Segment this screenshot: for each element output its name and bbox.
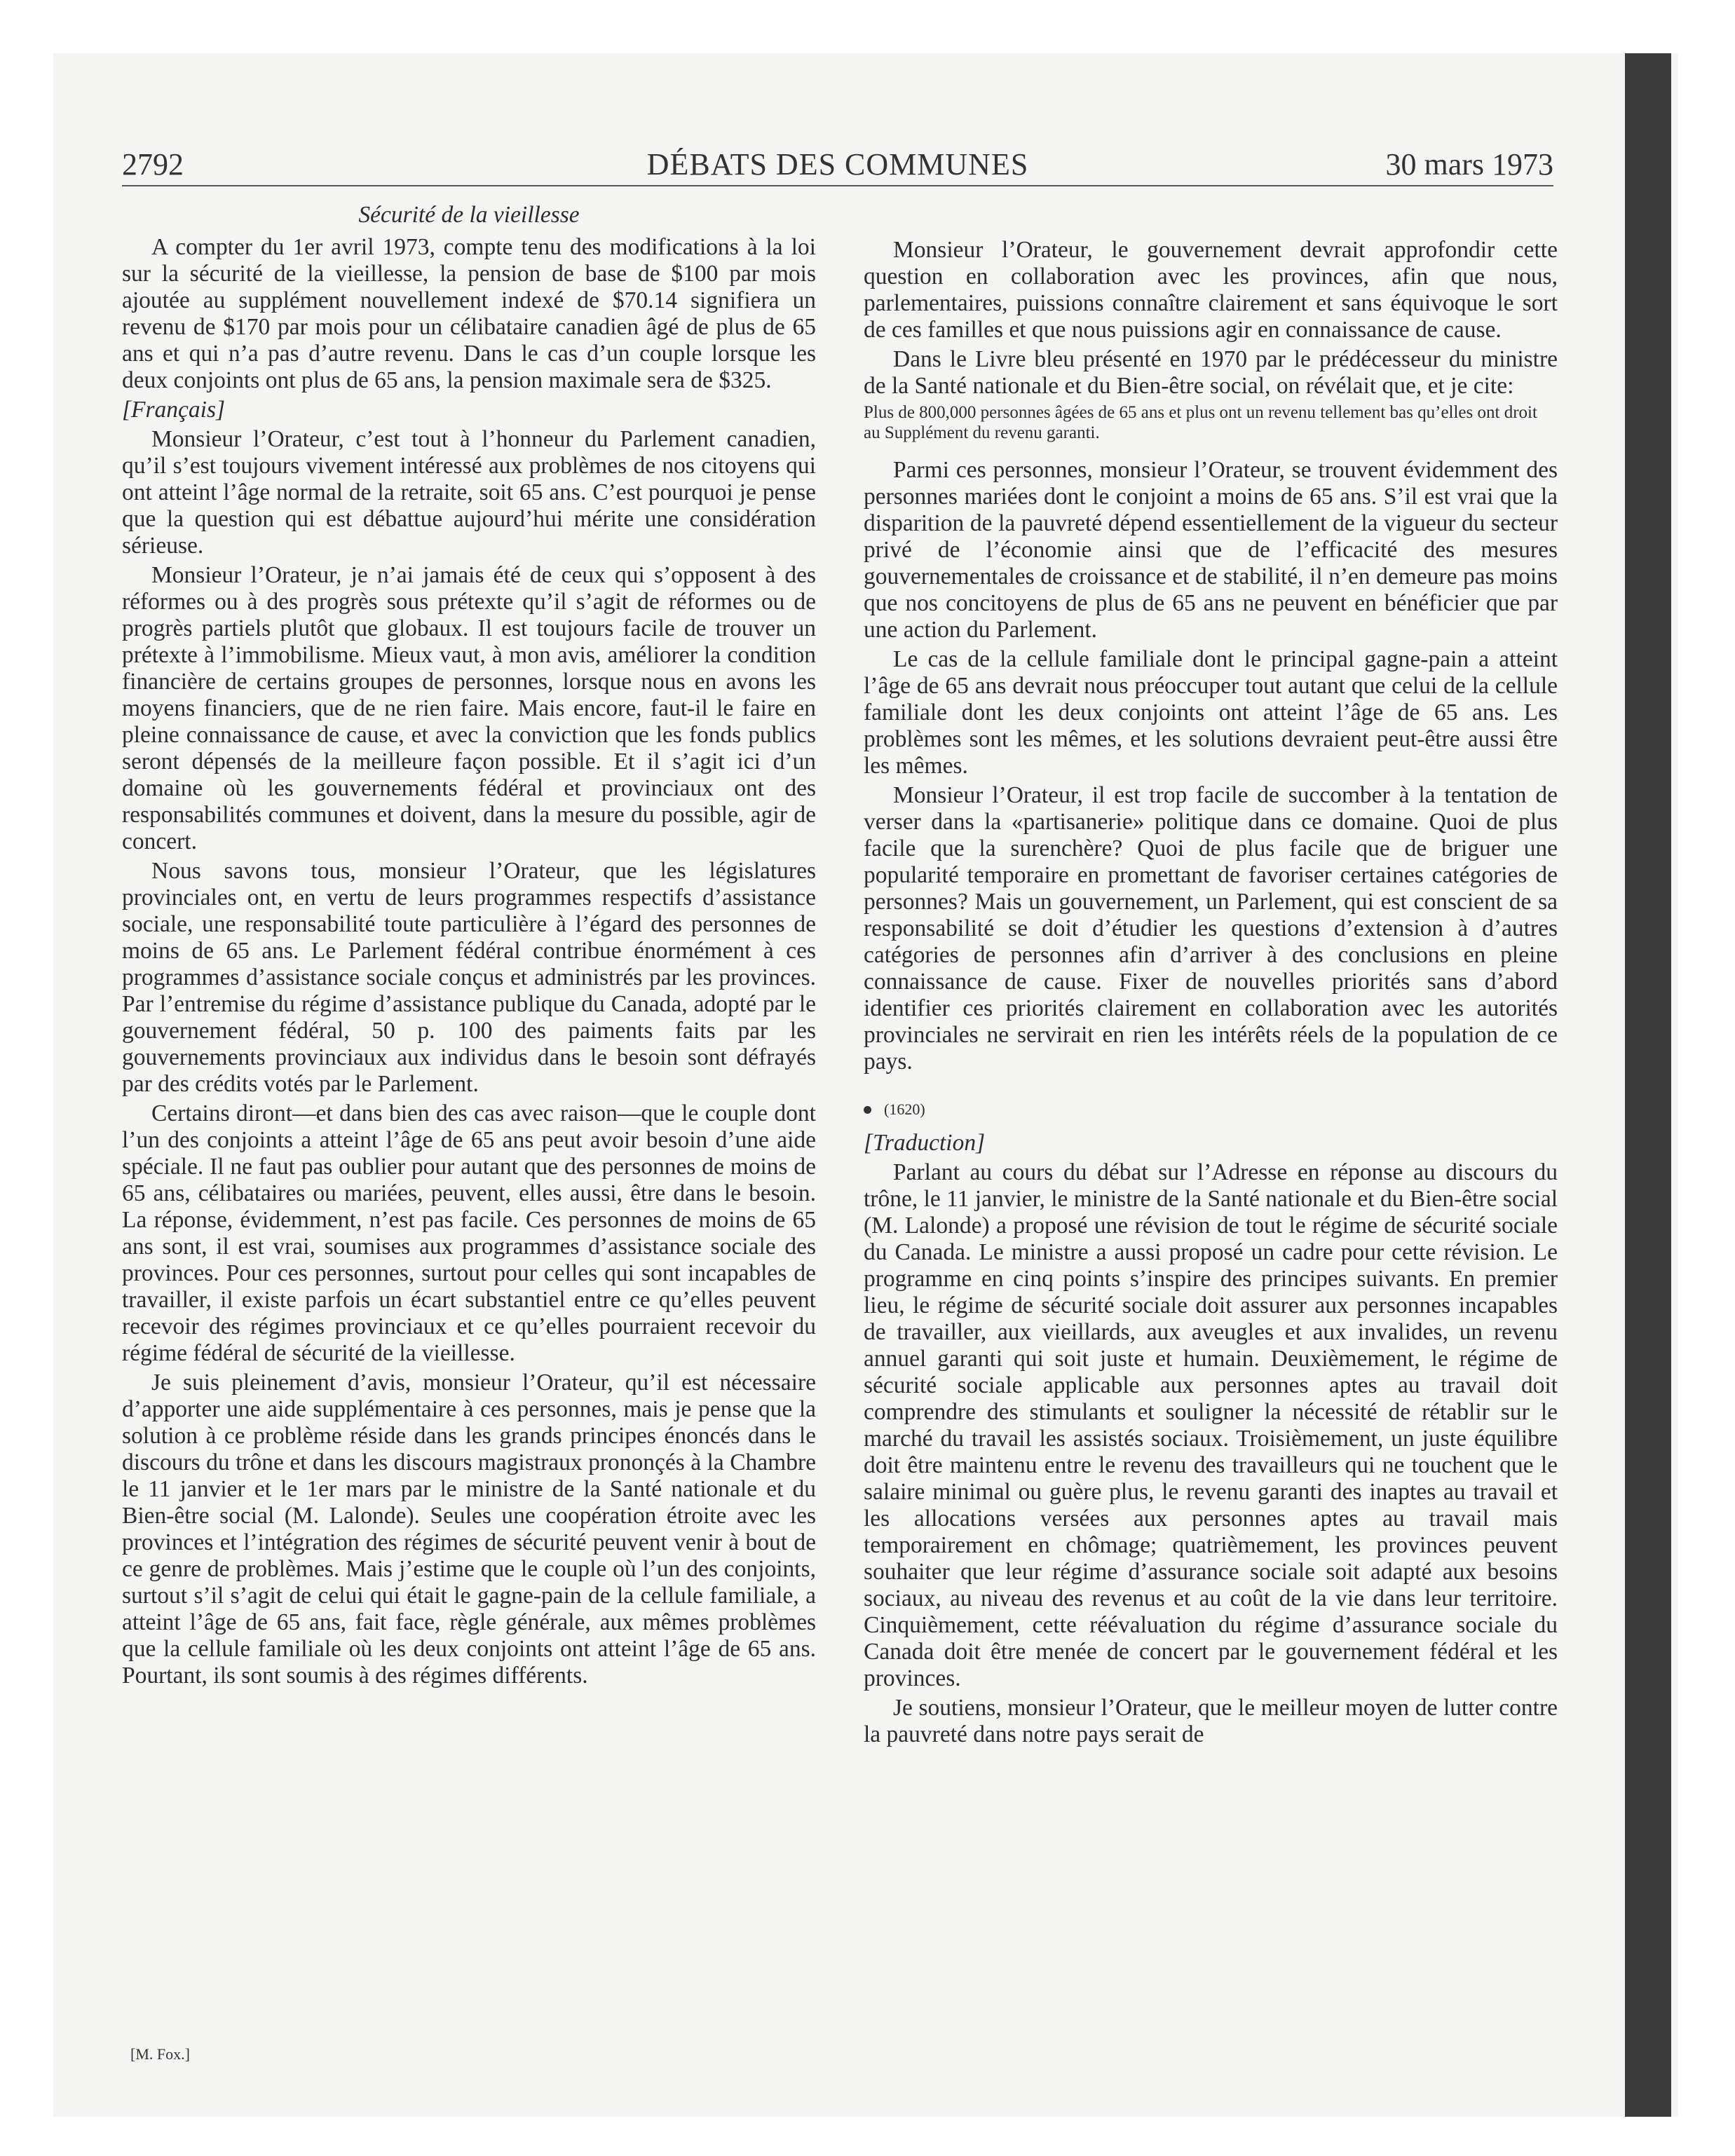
scan-border-edge — [1625, 53, 1671, 2117]
language-tag: [Français] — [122, 397, 226, 423]
paragraph: Monsieur l’Orateur, il est trop facile de succomber à la tentation de verser dans la «partisanerie» politique dans ce domaine. Quoi de plus facile que la surenchère? Quoi de plus facile que de briguer une popularité temporaire en promettant de favoriser certaines catégories de personnes? Mais un gouvernement, un Parlement, qui est conscient de sa responsabilité se doit d’étudier les questions d’extension à d’autres catégories de personnes afin d’arriver à des conclusions en pleine connaissance de cause. Fixer de nouvelles priorités sans d’abord identifier ces priorités clairement en collaboration avec les autorités provinciales ne servirait en rien les intérêts réels de la population de ce pays. — [864, 782, 1558, 1074]
paragraph: Je suis pleinement d’avis, monsieur l’Orateur, qu’il est nécessaire d’apporter une aide supplémentaire à ces personnes, mais je pense que la solution à ce problème réside dans les grands principes énoncés dans le discours du trône et dans les discours magistraux prononçés à la Chambre le 11 janvier et le 1er mars par le ministre de la Santé nationale et du Bien-être social (M. Lalonde). Seules une coopération étroite avec les provinces et l’intégration des régimes de sécurité peuvent venir à bout de ce genre de problèmes. Mais j’estime que le couple où l’un des conjoints, surtout s’il s’agit de celui qui était le gagne-pain de la cellule familiale, a atteint l’âge de 65 ans, fait face, règle générale, aux mêmes problèmes que la cellule familiale où les deux conjoints ont atteint l’âge de 65 ans. Pourtant, ils sont soumis à des régimes différents. — [122, 1370, 816, 1688]
paragraph: Monsieur l’Orateur, c’est tout à l’honneur du Parlement canadien, qu’il s’est toujours vivement intéressé aux problèmes de nos citoyens qui ont atteint l’âge normal de la retraite, soit 65 ans. C’est pourquoi je pense que la question qui est débattue aujourd’hui mérite une considération sérieuse. — [122, 426, 816, 559]
paragraph: Monsieur l’Orateur, le gouvernement devrait approfondir cette question en collaboration avec les provinces, afin que nous, parlementaires, puissions connaître clairement et sans équivoque le sort de ces familles et que nous puissions agir en connaissance de cause. — [864, 237, 1558, 343]
section-title: Sécurité de la vieillesse — [358, 202, 580, 228]
speaker-tag: [M. Fox.] — [130, 2045, 190, 2063]
bullet-dot-icon — [864, 1106, 871, 1114]
paragraph: Nous savons tous, monsieur l’Orateur, que les législatures provinciales ont, en vertu de leurs programmes respectifs d’assistance sociale, une responsabilité toute particulière à l’égard des personnes de moins de 65 ans. Le Parlement fédéral contribue énormément à ces programmes d’assistance sociale conçus et administrés par les provinces. Par l’entremise du régime d’assistance publique du Canada, adopté par le gouvernement fédéral, 50 p. 100 des paiments faits par les gouvernements provinciaux aux individus dans le besoin sont défrayés par des crédits votés par le Parlement. — [122, 858, 816, 1097]
time-marker — [864, 1096, 1558, 1123]
right-column — [864, 237, 1558, 1751]
left-column — [122, 202, 816, 1692]
paragraph: A compter du 1er avril 1973, compte tenu des modifications à la loi sur la sécurité de la vieillesse, la pension de base de $100 par mois ajoutée au supplément nouvellement indexé de $70.14 signifiera un revenu de $170 par mois pour un célibataire canadien âgé de plus de 65 ans et qui n’a pas d’autre revenu. Dans le cas d’un couple lorsque les deux conjoints ont plus de 65 ans, la pension maximale sera de $325. — [122, 234, 816, 393]
paragraph: Je soutiens, monsieur l’Orateur, que le meilleur moyen de lutter contre la pauvreté dans notre pays serait de — [864, 1695, 1558, 1747]
time-marker-label: (1620) — [884, 1100, 925, 1118]
language-tag: [Traduction] — [864, 1130, 986, 1156]
paragraph: Monsieur l’Orateur, je n’ai jamais été de ceux qui s’opposent à des réformes ou à des progrès sous prétexte qu’il s’agit de réformes ou de progrès partiels plutôt que globaux. Il est toujours facile de trouver un prétexte à l’immobilisme. Mieux vaut, à mon avis, améliorer la condition financière de certains groupes de personnes, lorsque nous en avons les moyens financiers, que de ne rien faire. Mais encore, faut-il le faire en pleine connaissance de cause, et avec la conviction que les fonds publics seront dépensés de la meilleure façon possible. Et il s’agit ici d’un domaine où les gouvernements fédéral et provinciaux ont des responsabilités communes et doivent, dans la mesure du possible, agir de concert. — [122, 562, 816, 854]
paragraph: Dans le Livre bleu présenté en 1970 par le prédécesseur du ministre de la Santé nationale et du Bien-être social, on révélait que, et je cite: — [864, 346, 1558, 399]
block-quote: Plus de 800,000 personnes âgées de 65 ans et plus ont un revenu tellement bas qu’elles ont droit au Supplément du revenu garanti. — [864, 403, 1537, 442]
paragraph: Parlant au cours du débat sur l’Adresse en réponse au discours du trône, le 11 janvier, le ministre de la Santé nationale et du Bien-être social (M. Lalonde) a proposé une révision de tout le régime de sécurité sociale du Canada. Le ministre a aussi proposé un cadre pour cette révision. Le programme en cinq points s’inspire des principes suivants. En premier lieu, le régime de sécurité sociale doit assurer aux personnes incapables de travailler, aux vieillards, aux aveugles et aux invalides, un revenu annuel garanti qui soit juste et humain. Deuxièmement, le régime de sécurité sociale applicable aux personnes aptes au travail doit comprendre des stimulants et souligner la nécessité de rétablir sur le marché du travail les assistés sociaux. Troisièmement, un juste équilibre doit être maintenu entre le revenu des travailleurs qui ne touchent que le salaire minimal ou guère plus, le revenu garanti des inaptes au travail et les allocations versées aux personnes aptes au travail mais temporairement en chômage; quatrièmement, les provinces peuvent souhaiter que leur régime d’assurance sociale soit adapté aux besoins sociaux, au niveau des revenus et au coût de la vie dans leur territoire. Cinquièmement, cette réévaluation du régime d’assurance sociale du Canada doit être menée de concert par le gouvernement fédéral et les provinces. — [864, 1159, 1558, 1691]
page-date: 30 mars 1973 — [1385, 147, 1553, 182]
paragraph: Certains diront—et dans bien des cas avec raison—que le couple dont l’un des conjoints a atteint l’âge de 65 ans peut avoir besoin d’une aide spéciale. Il ne faut pas oublier pour autant que des personnes de moins de 65 ans, célibataires ou mariées, peuvent, elles aussi, être dans le besoin. La réponse, évidemment, n’est pas facile. Ces personnes de moins de 65 ans sont, il est vrai, soumises aux programmes d’assistance sociale des provinces. Pour ces personnes, surtout pour celles qui sont incapables de travailler, il existe parfois un écart substantiel entre ce qu’elles peuvent recevoir des régimes provinciaux et ce qu’elles pourraient recevoir du régime fédéral de sécurité de la vieillesse. — [122, 1100, 816, 1366]
paragraph: Le cas de la cellule familiale dont le principal gagne-pain a atteint l’âge de 65 ans devrait nous préoccuper tout autant que celui de la cellule familiale dont les deux conjoints ont atteint l’âge de 65 ans. Les problèmes sont les mêmes, et les solutions devraient peut-être aussi être les mêmes. — [864, 646, 1558, 779]
paragraph: Parmi ces personnes, monsieur l’Orateur, se trouvent évidemment des personnes mariées dont le conjoint a moins de 65 ans. S’il est vrai que la disparition de la pauvreté dépend essentiellement de la vigueur du secteur privé de l’économie ainsi que de l’efficacité des mesures gouvernementales de croissance et de stabilité, il n’en demeure pas moins que nos concitoyens de plus de 65 ans ne peuvent en bénéficier que par une action du Parlement. — [864, 457, 1558, 643]
page-header — [122, 144, 1553, 186]
page-number: 2792 — [122, 147, 184, 182]
publication-title: DÉBATS DES COMMUNES — [646, 147, 1029, 182]
